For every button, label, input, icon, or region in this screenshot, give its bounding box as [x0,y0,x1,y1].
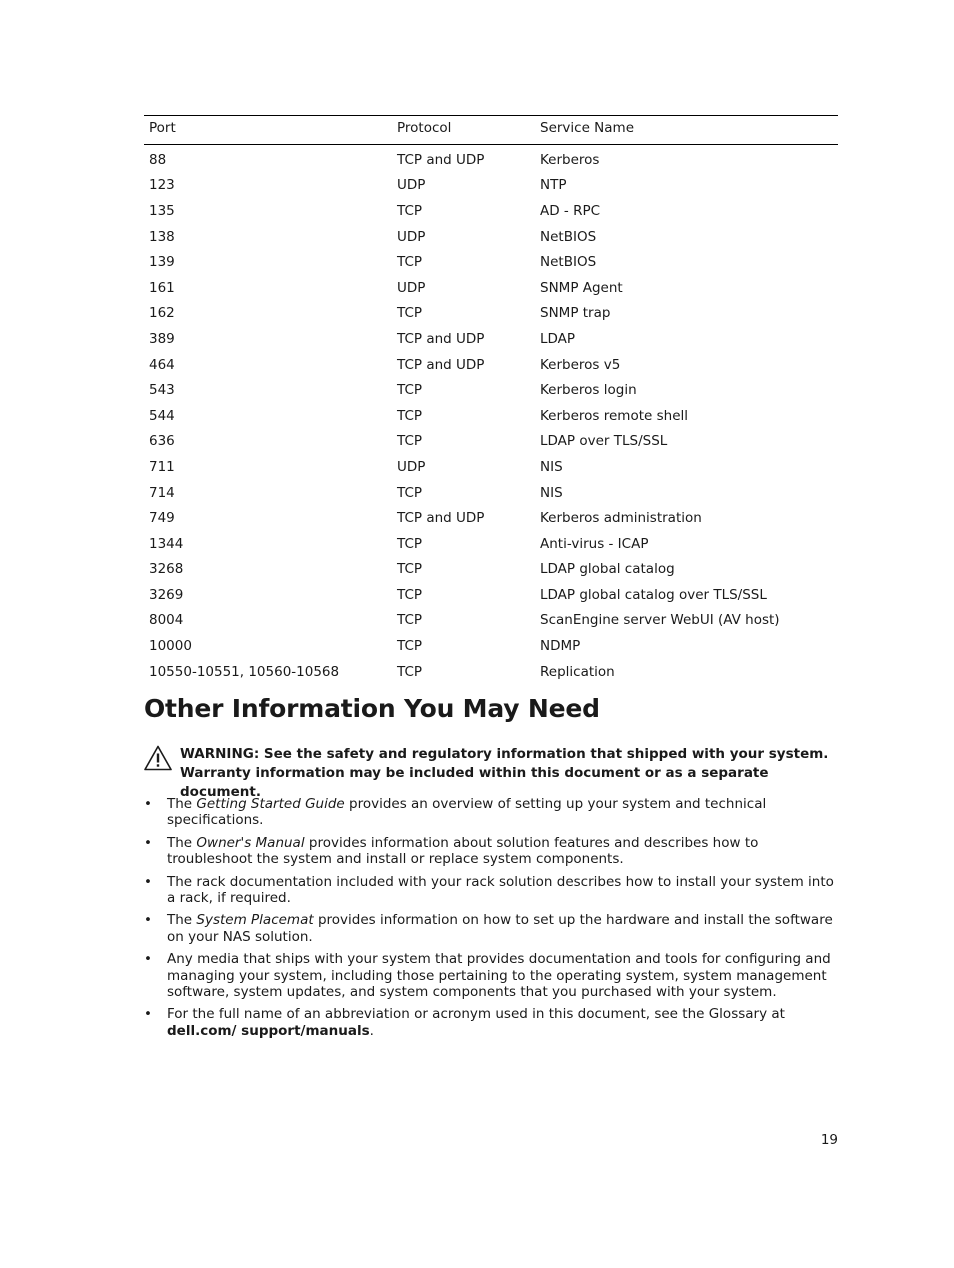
cell-protocol: UDP [397,228,426,245]
cell-service-name: Kerberos v5 [540,356,621,373]
page-number: 19 [820,1132,838,1148]
cell-protocol: TCP [397,433,423,450]
list-item [144,796,838,829]
table-row [144,275,838,301]
list-item-text: . [369,1022,374,1039]
cell-service-name: NIS [540,484,563,501]
table-row [144,505,838,531]
bullet-icon: • [144,834,152,851]
cell-protocol: UDP [397,458,426,475]
cell-service-name: ScanEngine server WebUI (AV host) [540,612,780,629]
cell-protocol: TCP [397,561,423,578]
port-table [144,115,838,684]
table-body [144,145,838,685]
cell-port: 636 [149,433,175,450]
cell-port: 543 [149,382,175,399]
cell-protocol: TCP and UDP [397,510,485,527]
table-row [144,429,838,455]
cell-protocol: TCP [397,202,423,219]
list-item [144,951,838,1000]
table-row [144,173,838,199]
document-title: System Placemat [196,912,314,929]
cell-protocol: TCP [397,663,423,680]
document-title: Owner's Manual [196,834,305,851]
cell-protocol: TCP [397,305,423,322]
bullet-icon: • [144,1006,152,1023]
table-row [144,480,838,506]
info-list [144,796,838,1045]
cell-protocol: UDP [397,177,426,194]
section-title: Other Information You May Need [144,694,600,723]
table-row [144,326,838,352]
list-item-text: provides information about solution features and describes how to troubleshoot the system and install or replace system components. [167,834,759,868]
cell-port: 138 [149,228,175,245]
cell-port: 711 [149,458,175,475]
cell-port: 88 [149,151,167,168]
cell-protocol: TCP [397,612,423,629]
header-protocol: Protocol [392,116,535,145]
cell-protocol: TCP [397,586,423,603]
list-item-text: Any media that ships with your system that provides documentation and tools for configuring and managing your system, including those pertaining to the operating system, system management software, system updates, and system components that you purchased with your system. [167,951,831,1001]
header-port: Port [144,116,392,145]
table-row [144,557,838,583]
list-item [144,912,838,945]
cell-protocol: TCP and UDP [397,151,485,168]
cell-port: 123 [149,177,175,194]
cell-service-name: AD - RPC [540,202,601,219]
manuals-link[interactable]: dell.com/ support/manuals [167,1022,370,1039]
cell-service-name: LDAP over TLS/SSL [540,433,668,450]
header-service-name: Service Name [535,116,838,145]
cell-port: 10000 [149,638,192,655]
cell-service-name: SNMP trap [540,305,611,322]
cell-protocol: TCP [397,638,423,655]
cell-protocol: TCP [397,254,423,271]
cell-service-name: Kerberos remote shell [540,407,689,424]
table-row [144,633,838,659]
cell-protocol: TCP [397,484,423,501]
cell-service-name: NIS [540,458,563,475]
bullet-icon: • [144,873,152,890]
table-row [144,301,838,327]
table-row [144,198,838,224]
list-item-text: The [167,834,197,851]
cell-port: 162 [149,305,175,322]
table-row [144,377,838,403]
cell-port: 3268 [149,561,184,578]
cell-service-name: LDAP [540,330,576,347]
cell-port: 749 [149,510,175,527]
table-row [144,608,838,634]
cell-service-name: NetBIOS [540,254,597,271]
cell-protocol: UDP [397,279,426,296]
table-row [144,224,838,250]
table-row [144,403,838,429]
cell-service-name: SNMP Agent [540,279,623,296]
cell-port: 1344 [149,535,184,552]
cell-service-name: LDAP global catalog over TLS/SSL [540,586,767,603]
list-item-text: The rack documentation included with your rack solution describes how to install your system into a rack, if required. [167,873,834,907]
cell-port: 135 [149,202,175,219]
warning-text: WARNING: See the safety and regulatory information that shipped with your system. Warranty information may be included within this document or as a separate document. [180,746,829,800]
cell-service-name: NDMP [540,638,581,655]
cell-service-name: LDAP global catalog [540,561,675,578]
cell-service-name: Anti-virus - ICAP [540,535,649,552]
cell-service-name: NTP [540,177,567,194]
cell-port: 714 [149,484,175,501]
table-row [144,582,838,608]
list-item [144,1006,838,1039]
cell-service-name: NetBIOS [540,228,597,245]
cell-service-name: Replication [540,663,615,680]
list-item-text: provides an overview of setting up your system and technical specifications. [167,796,767,829]
cell-service-name: Kerberos [540,151,600,168]
cell-port: 139 [149,254,175,271]
cell-port: 389 [149,330,175,347]
table-row [144,454,838,480]
bullet-icon: • [144,796,152,812]
table-row [144,659,838,685]
cell-port: 544 [149,407,175,424]
cell-protocol: TCP [397,382,423,399]
bullet-icon: • [144,951,152,968]
list-item-text: For the full name of an abbreviation or acronym used in this document, see the Glossary at [167,1006,785,1023]
warning-triangle-icon [144,745,172,771]
list-item-text: The [167,912,197,929]
cell-service-name: Kerberos login [540,382,637,399]
cell-port: 161 [149,279,175,296]
cell-service-name: Kerberos administration [540,510,702,527]
cell-port: 464 [149,356,175,373]
cell-port: 3269 [149,586,184,603]
table-row [144,352,838,378]
cell-port: 8004 [149,612,184,629]
cell-protocol: TCP [397,535,423,552]
cell-protocol: TCP and UDP [397,330,485,347]
table-header-row [144,116,838,145]
table-row [144,531,838,557]
list-item-text: provides information on how to set up the hardware and install the software on your NAS solution. [167,912,833,945]
cell-protocol: TCP [397,407,423,424]
document-title: Getting Started Guide [196,796,345,812]
cell-protocol: TCP and UDP [397,356,485,373]
list-item [144,835,838,868]
bullet-icon: • [144,912,152,929]
table-row [144,249,838,275]
cell-port: 10550-10551, 10560-10568 [149,663,340,680]
list-item [144,874,838,907]
list-item-text: The [167,796,197,812]
table-row [144,145,838,173]
